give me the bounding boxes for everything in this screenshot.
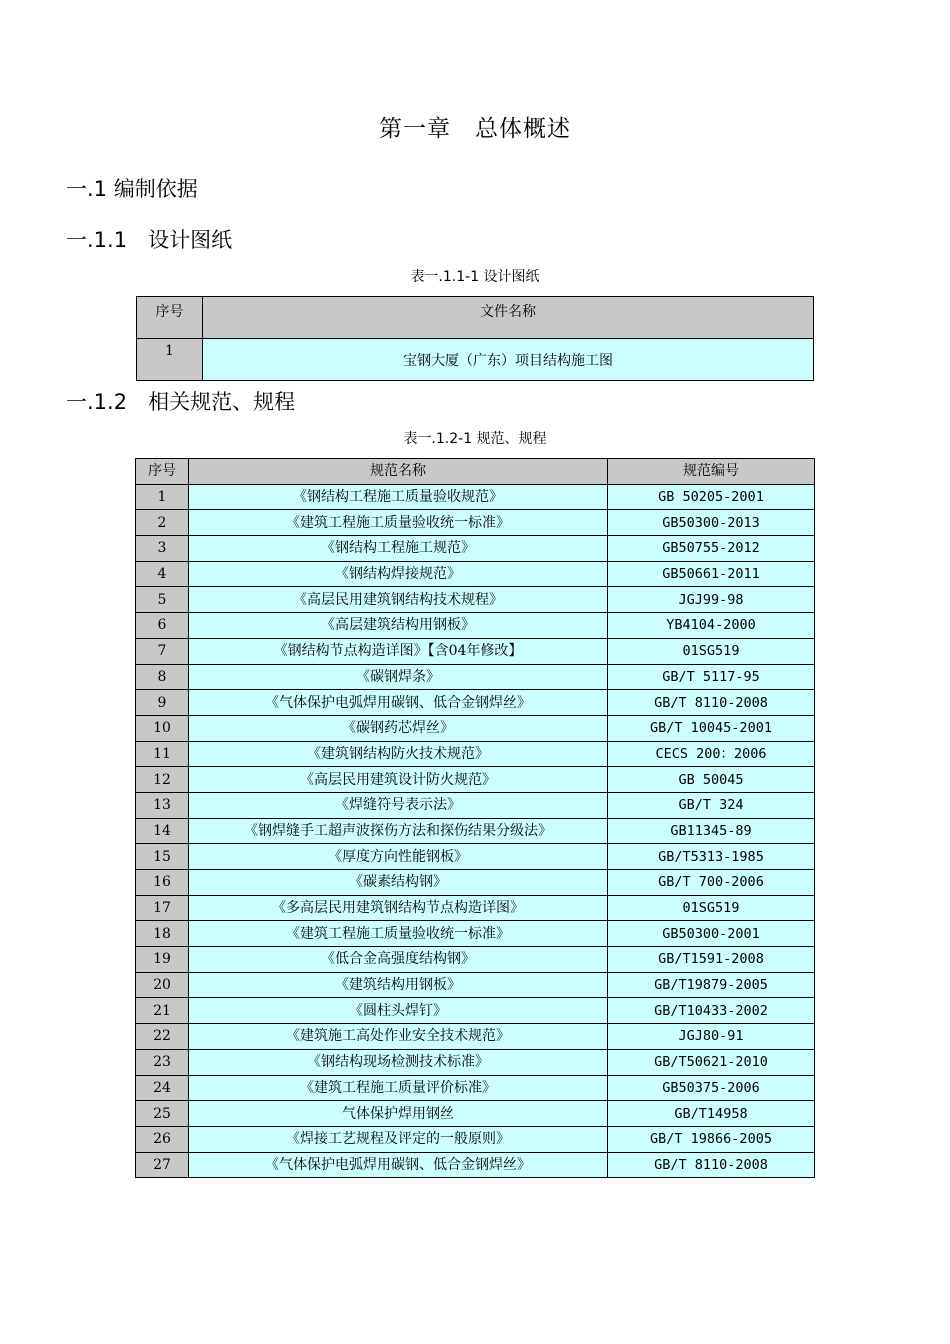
row-code-name: 《钢结构工程施工规范》 [189, 536, 608, 562]
table2-caption: 表一.1.2-1 规范、规程 [403, 431, 547, 447]
table-row [136, 587, 815, 613]
row-index: 24 [136, 1075, 189, 1101]
table-row [136, 870, 815, 896]
row-code-name: 《碳钢药芯焊丝》 [189, 715, 608, 741]
table-row [136, 1024, 815, 1050]
table-header-row [137, 297, 814, 339]
row-index: 6 [136, 613, 189, 639]
row-code-number: GB/T1591-2008 [608, 947, 815, 973]
section-heading-codes-standards: 一.1.2 相关规范、规程 [66, 390, 296, 414]
row-code-number: YB4104-2000 [608, 613, 815, 639]
row-index: 12 [136, 767, 189, 793]
row-code-number: GB/T 5117-95 [608, 664, 815, 690]
row-index: 3 [136, 536, 189, 562]
row-code-name: 《高层民用建筑设计防火规范》 [189, 767, 608, 793]
row-code-name: 《钢焊缝手工超声波探伤方法和探伤结果分级法》 [189, 818, 608, 844]
row-code-number: GB 50045 [608, 767, 815, 793]
row-index: 26 [136, 1126, 189, 1152]
row-code-number: GB/T 8110-2008 [608, 690, 815, 716]
row-index: 16 [136, 870, 189, 896]
row-code-name: 《钢结构焊接规范》 [189, 561, 608, 587]
header-code-number: 规范编号 [608, 459, 815, 485]
row-index: 4 [136, 561, 189, 587]
row-index: 18 [136, 921, 189, 947]
row-code-number: GB50300-2001 [608, 921, 815, 947]
table-row [136, 998, 815, 1024]
row-index: 19 [136, 947, 189, 973]
row-index: 17 [136, 895, 189, 921]
table-row [136, 1049, 815, 1075]
row-index: 23 [136, 1049, 189, 1075]
row-index: 1 [137, 339, 203, 381]
row-code-name: 《建筑钢结构防火技术规范》 [189, 741, 608, 767]
table-row [136, 484, 815, 510]
row-index: 2 [136, 510, 189, 536]
row-code-number: GB/T14958 [608, 1101, 815, 1127]
row-index: 21 [136, 998, 189, 1024]
table-row [136, 1101, 815, 1127]
row-code-name: 《建筑工程施工质量验收统一标准》 [189, 510, 608, 536]
row-code-name: 气体保护焊用钢丝 [189, 1101, 608, 1127]
table-row [136, 715, 815, 741]
row-code-name: 《高层民用建筑钢结构技术规程》 [189, 587, 608, 613]
row-index: 25 [136, 1101, 189, 1127]
row-code-name: 《建筑工程施工质量验收统一标准》 [189, 921, 608, 947]
table-row [136, 1075, 815, 1101]
table-row [136, 947, 815, 973]
codes-standards-table [135, 458, 815, 1178]
row-code-number: GB/T19879-2005 [608, 972, 815, 998]
design-drawings-table [136, 296, 814, 381]
row-index: 14 [136, 818, 189, 844]
table-header-row [136, 459, 815, 485]
table-row [136, 690, 815, 716]
table-row [136, 921, 815, 947]
row-index: 22 [136, 1024, 189, 1050]
row-code-number: GB/T 8110-2008 [608, 1152, 815, 1178]
row-code-number: GB/T10433-2002 [608, 998, 815, 1024]
row-code-name: 《钢结构现场检测技术标准》 [189, 1049, 608, 1075]
row-code-number: GB/T 19866-2005 [608, 1126, 815, 1152]
row-index: 15 [136, 844, 189, 870]
row-code-name: 《建筑工程施工质量评价标准》 [189, 1075, 608, 1101]
row-code-number: GB50300-2013 [608, 510, 815, 536]
row-index: 9 [136, 690, 189, 716]
table-row [136, 510, 815, 536]
row-code-number: JGJ99-98 [608, 587, 815, 613]
chapter-title: 第一章 总体概述 [379, 116, 571, 142]
table-row [136, 664, 815, 690]
table-row [136, 638, 815, 664]
row-index: 1 [136, 484, 189, 510]
table-row [136, 741, 815, 767]
row-index: 10 [136, 715, 189, 741]
row-code-number: CECS 200：2006 [608, 741, 815, 767]
table-row [136, 1126, 815, 1152]
row-index: 7 [136, 638, 189, 664]
row-file-name: 宝钢大厦（广东）项目结构施工图 [203, 339, 814, 381]
row-code-name: 《钢结构节点构造详图》【含04年修改】 [189, 638, 608, 664]
row-code-number: GB50755-2012 [608, 536, 815, 562]
row-index: 11 [136, 741, 189, 767]
table-row [136, 818, 815, 844]
row-code-number: JGJ80-91 [608, 1024, 815, 1050]
table-row [136, 613, 815, 639]
row-index: 13 [136, 792, 189, 818]
row-index: 5 [136, 587, 189, 613]
row-code-number: GB/T5313-1985 [608, 844, 815, 870]
row-code-name: 《建筑结构用钢板》 [189, 972, 608, 998]
row-code-name: 《气体保护电弧焊用碳钢、低合金钢焊丝》 [189, 1152, 608, 1178]
table-row [136, 972, 815, 998]
header-file-name: 文件名称 [203, 297, 814, 339]
header-index: 序号 [137, 297, 203, 339]
row-code-name: 《高层建筑结构用钢板》 [189, 613, 608, 639]
header-code-name: 规范名称 [189, 459, 608, 485]
section-heading-design-drawings: 一.1.1 设计图纸 [66, 228, 233, 252]
table-row [136, 536, 815, 562]
row-code-number: GB/T 10045-2001 [608, 715, 815, 741]
row-code-name: 《焊接工艺规程及评定的一般原则》 [189, 1126, 608, 1152]
header-index: 序号 [136, 459, 189, 485]
row-code-number: GB/T 324 [608, 792, 815, 818]
row-code-name: 《碳钢焊条》 [189, 664, 608, 690]
row-code-number: GB/T50621-2010 [608, 1049, 815, 1075]
table-row [136, 844, 815, 870]
row-index: 20 [136, 972, 189, 998]
table-row [136, 767, 815, 793]
table-row [137, 339, 814, 381]
row-code-name: 《厚度方向性能钢板》 [189, 844, 608, 870]
row-code-number: GB/T 700-2006 [608, 870, 815, 896]
row-code-number: GB50375-2006 [608, 1075, 815, 1101]
section-heading-compilation-basis: 一.1 编制依据 [66, 177, 198, 201]
row-index: 27 [136, 1152, 189, 1178]
row-code-number: GB11345-89 [608, 818, 815, 844]
table-row [136, 561, 815, 587]
table-row [136, 792, 815, 818]
row-code-name: 《焊缝符号表示法》 [189, 792, 608, 818]
row-code-number: GB 50205-2001 [608, 484, 815, 510]
row-code-name: 《气体保护电弧焊用碳钢、低合金钢焊丝》 [189, 690, 608, 716]
row-code-name: 《钢结构工程施工质量验收规范》 [189, 484, 608, 510]
row-code-name: 《低合金高强度结构钢》 [189, 947, 608, 973]
table1-caption: 表一.1.1-1 设计图纸 [410, 269, 540, 285]
row-code-number: 01SG519 [608, 895, 815, 921]
row-code-name: 《圆柱头焊钉》 [189, 998, 608, 1024]
table-row [136, 1152, 815, 1178]
row-code-number: 01SG519 [608, 638, 815, 664]
row-code-name: 《建筑施工高处作业安全技术规范》 [189, 1024, 608, 1050]
row-index: 8 [136, 664, 189, 690]
row-code-name: 《碳素结构钢》 [189, 870, 608, 896]
row-code-number: GB50661-2011 [608, 561, 815, 587]
table-row [136, 895, 815, 921]
row-code-name: 《多高层民用建筑钢结构节点构造详图》 [189, 895, 608, 921]
